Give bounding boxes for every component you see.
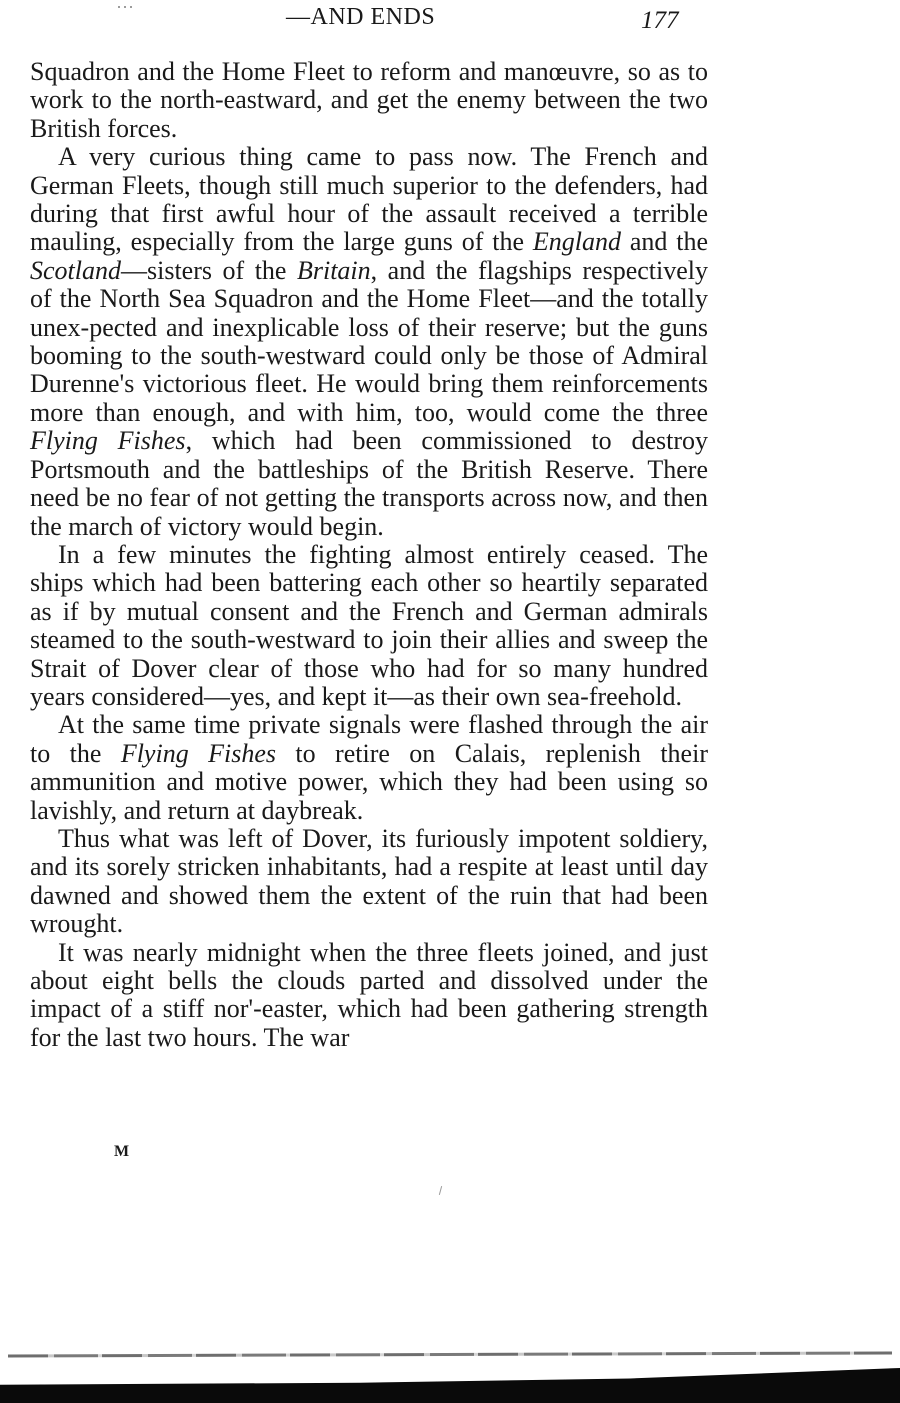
italic-name: Britain — [296, 255, 371, 285]
body-text — [30, 58, 708, 1052]
paragraph — [30, 711, 708, 825]
page-edge-line — [8, 1351, 892, 1357]
paragraph — [30, 541, 708, 711]
italic-name: Flying Fishes — [30, 426, 186, 456]
text-run: Thus what was left of Dover, its furiously impotent soldiery, and its sorely stricken inhabitants, had a respite at least until day dawned and showed them the extent of the ruin that had been wrought. — [30, 823, 708, 939]
italic-name: England — [532, 227, 621, 257]
signature-mark: M — [114, 1143, 131, 1160]
page-number: 177 — [641, 7, 679, 34]
paragraph — [30, 825, 708, 939]
text-run: In a few minutes the fighting almost entirely ceased. The ships which had been battering each other so heartily separated as if by mutual consent and the French and German admirals steamed to the south-westward to join their allies and sweep the Strait of Dover clear of those who had for so many hundred years considered—yes, and kept it—as their own sea-freehold. — [30, 539, 708, 711]
italic-name: Scotland — [30, 255, 121, 285]
text-run: Squadron and the Home Fleet to reform and manœuvre, so as to work to the north-eastward, and get the enemy between the two British forces. — [30, 57, 708, 143]
running-title: —AND ENDS — [286, 4, 436, 30]
stray-mark — [439, 1186, 442, 1195]
scan-edge-shadow — [0, 1368, 900, 1403]
text-run: to retire on Calais, replenish their ammunition and motive power, which they had been using so lavishly, and return at daybreak. — [30, 738, 708, 825]
paragraph — [30, 58, 708, 143]
text-run: At the same time private signals were flashed through the air to the — [30, 710, 708, 768]
text-run: , which had been commissioned to destroy Portsmouth and the battleships of the British Reserve. There need be no fear of not getting the transports across now, and then the march of victory would begin. — [30, 426, 708, 541]
paragraph — [30, 143, 708, 541]
paragraph — [30, 939, 708, 1053]
italic-name: Flying Fishes — [120, 738, 276, 768]
text-run: A very curious thing came to pass now. The French and German Fleets, though still much superior to the defenders, had during that first awful hour of the assault received a terrible mauling, especially from the large guns of the — [30, 142, 708, 257]
text-run: and the — [620, 227, 708, 257]
text-run: It was nearly midnight when the three fleets joined, and just about eight bells the clouds parted and dissolved under the impact of a stiff nor'-easter, which had been gathering strength for the last two hours. The war — [30, 937, 708, 1052]
running-head — [0, 4, 900, 36]
text-run: , and the flagships respectively of the North Sea Squadron and the Home Fleet—and the totally unex-pected and inexplicable loss of their reserve; but the guns booming to the south-westward could only be those of Admiral Durenne's victorious fleet. He would bring them reinforcements more than enough, and with him, too, would come the three — [30, 255, 708, 427]
text-run: —sisters of the — [121, 255, 297, 285]
